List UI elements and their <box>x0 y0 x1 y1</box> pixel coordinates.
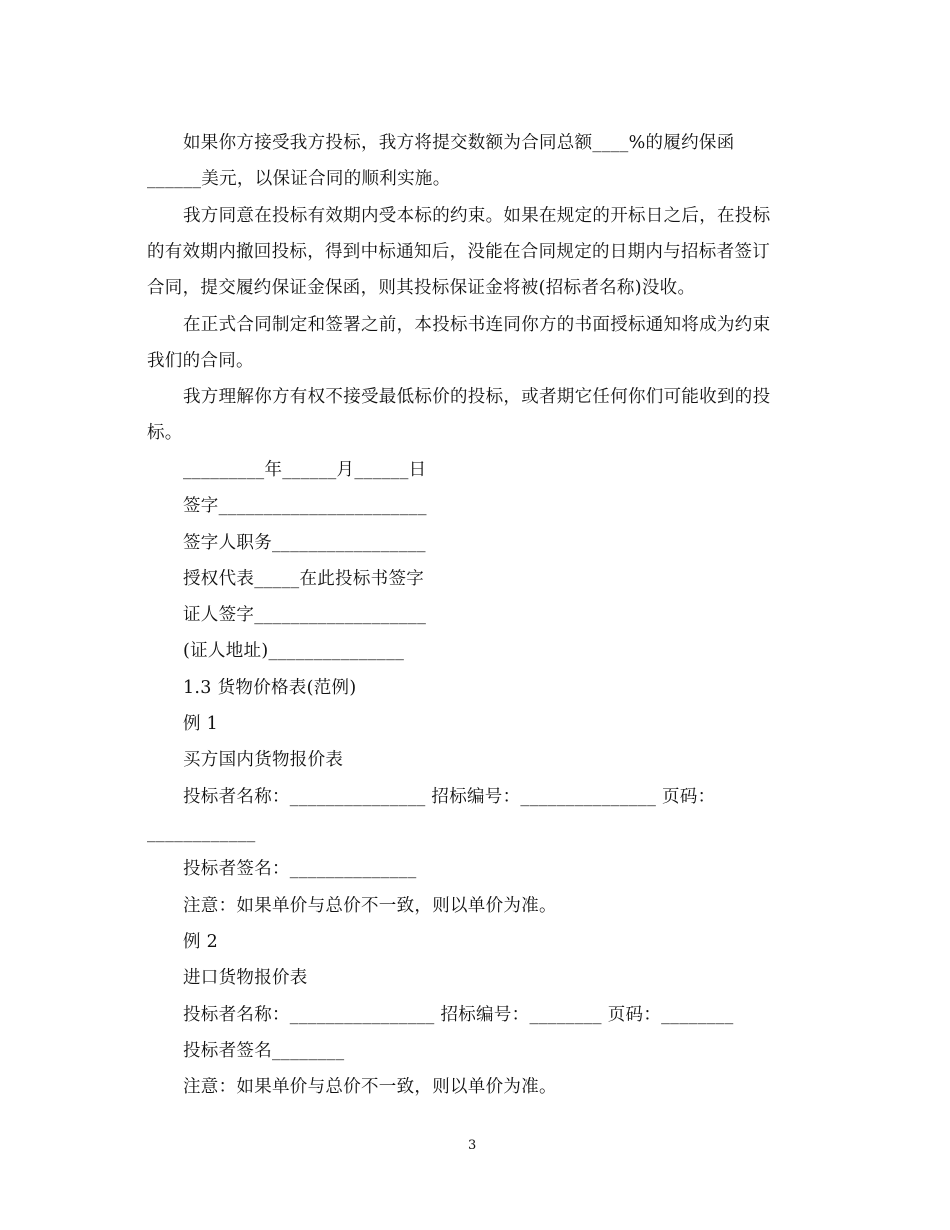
example1-note: 注意：如果单价与总价不一致，则以单价为准。 <box>183 896 557 916</box>
paragraph-lowest-bid-line2: 标。 <box>147 423 183 443</box>
example1-bidder-line: 投标者名称：_______________ 招标编号：_______________ 页码： <box>183 787 716 807</box>
example2-note: 注意：如果单价与总价不一致，则以单价为准。 <box>183 1077 557 1097</box>
signature-line: 签字_______________________ <box>183 496 427 516</box>
paragraph-bid-validity-line3: 合同，提交履约保证金保函，则其投标保证金将被(招标者名称)没收。 <box>147 278 696 298</box>
example1-page-blank: ____________ <box>147 823 256 843</box>
paragraph-bid-validity-line2: 的有效期内撤回投标，得到中标通知后，没能在合同规定的日期内与招标者签订 <box>147 242 770 262</box>
paragraph-binding-contract-line2: 我们的合同。 <box>147 351 254 371</box>
section-heading: 1.3 货物价格表(范例) <box>183 678 357 698</box>
witness-signature-line: 证人签字___________________ <box>183 605 427 625</box>
paragraph-performance-bond-line1: 如果你方接受我方投标，我方将提交数额为合同总额____%的履约保函 <box>183 133 735 153</box>
page-number: 3 <box>468 1138 477 1153</box>
example1-bidder-signature: 投标者签名：______________ <box>183 859 417 879</box>
paragraph-lowest-bid-line1: 我方理解你方有权不接受最低标价的投标，或者期它任何你们可能收到的投 <box>183 387 771 407</box>
example2-label: 例 2 <box>183 932 219 952</box>
example2-bidder-signature: 投标者签名________ <box>183 1041 345 1061</box>
example2-title: 进口货物报价表 <box>183 968 308 988</box>
witness-address-line: (证人地址)_______________ <box>183 641 405 661</box>
paragraph-binding-contract-line1: 在正式合同制定和签署之前，本投标书连同你方的书面授标通知将成为约束 <box>183 315 771 335</box>
example2-bidder-line: 投标者名称：________________ 招标编号：________ 页码：________ <box>183 1005 734 1025</box>
signer-title-line: 签字人职务_________________ <box>183 533 426 553</box>
paragraph-performance-bond-line2: ______美元，以保证合同的顺利实施。 <box>147 169 451 189</box>
example1-label: 例 1 <box>183 714 219 734</box>
example1-title: 买方国内货物报价表 <box>183 750 344 770</box>
authorized-representative-line: 授权代表_____在此投标书签字 <box>183 569 425 589</box>
date-line: _________年______月______日 <box>183 460 427 480</box>
paragraph-bid-validity-line1: 我方同意在投标有效期内受本标的约束。如果在规定的开标日之后，在投标 <box>183 206 771 226</box>
